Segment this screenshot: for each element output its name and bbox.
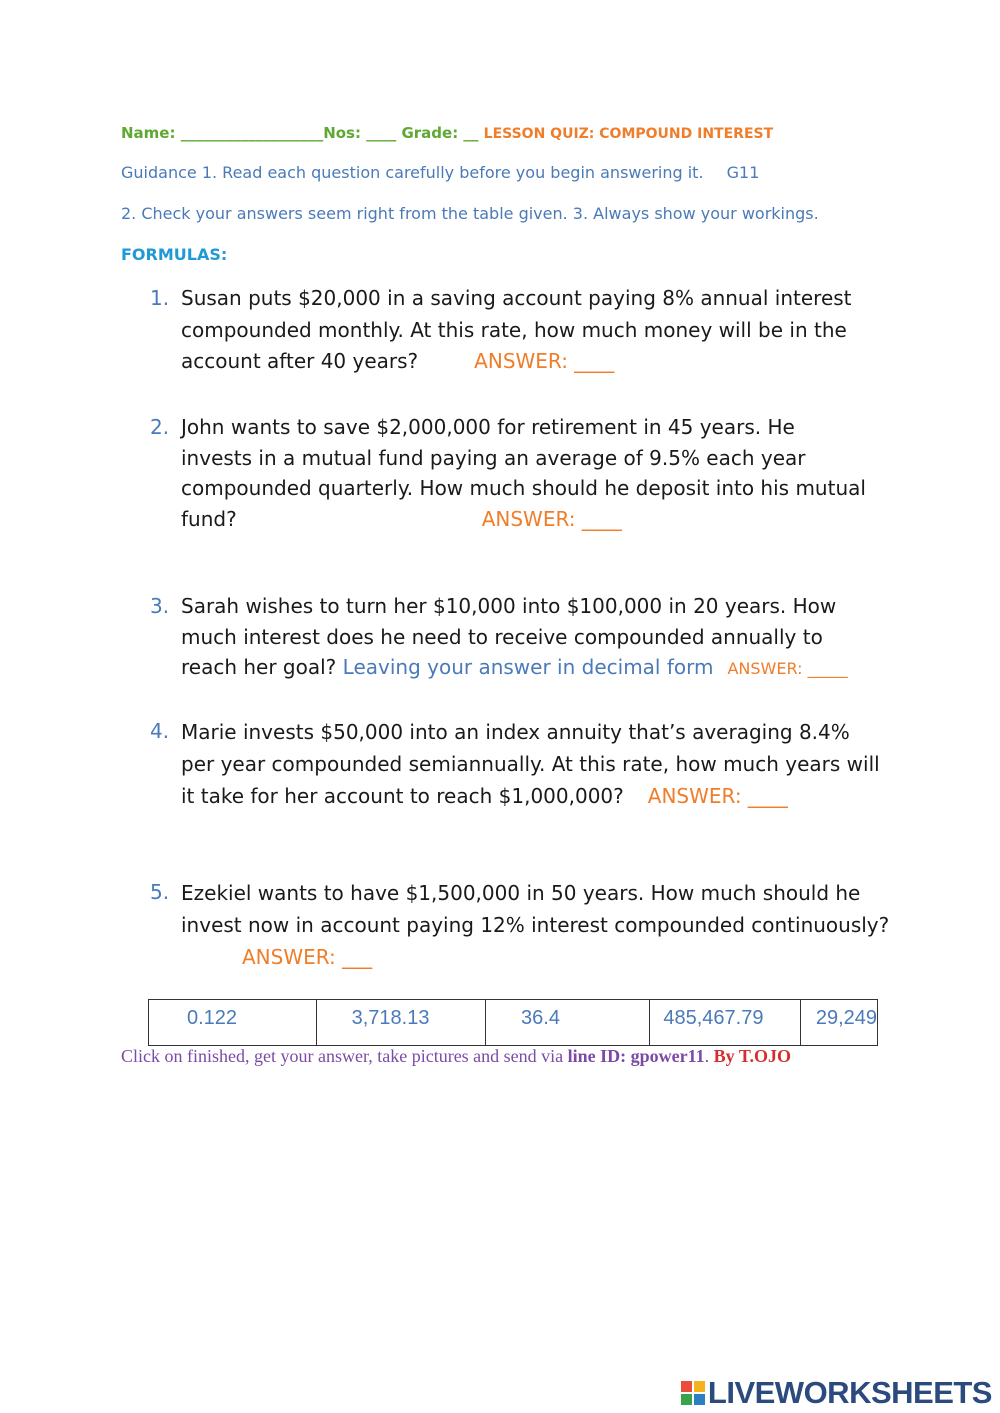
footer-instructions [121, 1046, 791, 1067]
question-number: 4. [150, 719, 170, 743]
name-field: Name: ___________________ [121, 124, 324, 142]
answer-blank-1[interactable]: ANSWER: ____ [474, 349, 615, 373]
answer-blank-2[interactable]: ANSWER: ____ [481, 506, 622, 531]
answer-option: 29,249 [800, 1000, 877, 1046]
formulas-label: FORMULAS: [121, 245, 228, 264]
question-line: compounded monthly. At this rate, how much money will be in the [181, 317, 847, 342]
question-line: reach her goal? [181, 655, 337, 679]
footer-period: . [704, 1046, 710, 1066]
question-line: Ezekiel wants to have $1,500,000 in 50 years. How much should he [181, 881, 861, 905]
table-row [149, 1000, 878, 1046]
grade-field: Grade: __ [401, 124, 479, 142]
liveworksheets-logo-icon [681, 1381, 705, 1405]
guidance-text-1: Guidance 1. Read each question carefully before you begin answering it. [121, 163, 704, 182]
answer-blank-5[interactable]: ANSWER: ___ [242, 945, 373, 969]
question-line: invest now in account paying 12% interest compounded continuously? [181, 913, 890, 937]
answer-option: 3,718.13 [316, 1000, 485, 1046]
guidance-line-2: 2. Check your answers seem right from the table given. 3. Always show your workings. [121, 204, 819, 223]
question-line: much interest does he need to receive compounded annually to [181, 624, 823, 649]
question-line: Marie invests $50,000 into an index annuity that’s averaging 8.4% [181, 720, 850, 744]
answer-option: 0.122 [149, 1000, 317, 1046]
footer-text: Click on finished, get your answer, take pictures and send via [121, 1046, 564, 1066]
question-number: 1. [150, 286, 170, 310]
answer-options-table [148, 999, 878, 1046]
question-line: it take for her account to reach $1,000,000? [181, 784, 624, 808]
question-line: Susan puts $20,000 in a saving account paying 8% annual interest [181, 286, 852, 310]
question-line: account after 40 years? [181, 349, 419, 373]
question-number: 3. [150, 594, 170, 618]
answer-blank-3[interactable]: ANSWER: _____ [727, 659, 848, 678]
answer-option: 485,467.79 [650, 1000, 800, 1046]
question-line: invests in a mutual fund paying an average of 9.5% each year [181, 445, 806, 470]
logo-text: LIVEWORKSHEETS [707, 1375, 992, 1410]
quiz-title: LESSON QUIZ: COMPOUND INTEREST [483, 126, 774, 142]
author-credit: By T.OJO [713, 1046, 792, 1066]
question-line: per year compounded semiannually. At this rate, how much years will [181, 752, 880, 776]
question-line: John wants to save $2,000,000 for retirement in 45 years. He [181, 415, 795, 439]
question-number: 2. [150, 415, 170, 439]
liveworksheets-logo [681, 1375, 992, 1411]
nos-field: Nos: ____ [323, 124, 397, 142]
answer-blank-4[interactable]: ANSWER: ____ [647, 784, 788, 808]
question-number: 5. [150, 880, 170, 904]
answer-option: 36.4 [486, 1000, 650, 1046]
decimal-note: Leaving your answer in decimal form [342, 655, 714, 679]
question-line: compounded quarterly. How much should he deposit into his mutual [181, 476, 866, 500]
question-line: Sarah wishes to turn her $10,000 into $100,000 in 20 years. How [181, 594, 837, 618]
line-id: line ID: gpower11 [567, 1046, 705, 1066]
guidance-line-1 [121, 163, 759, 182]
question-line: fund? [181, 506, 237, 531]
grade-code: G11 [726, 163, 760, 182]
header-line [121, 124, 773, 142]
